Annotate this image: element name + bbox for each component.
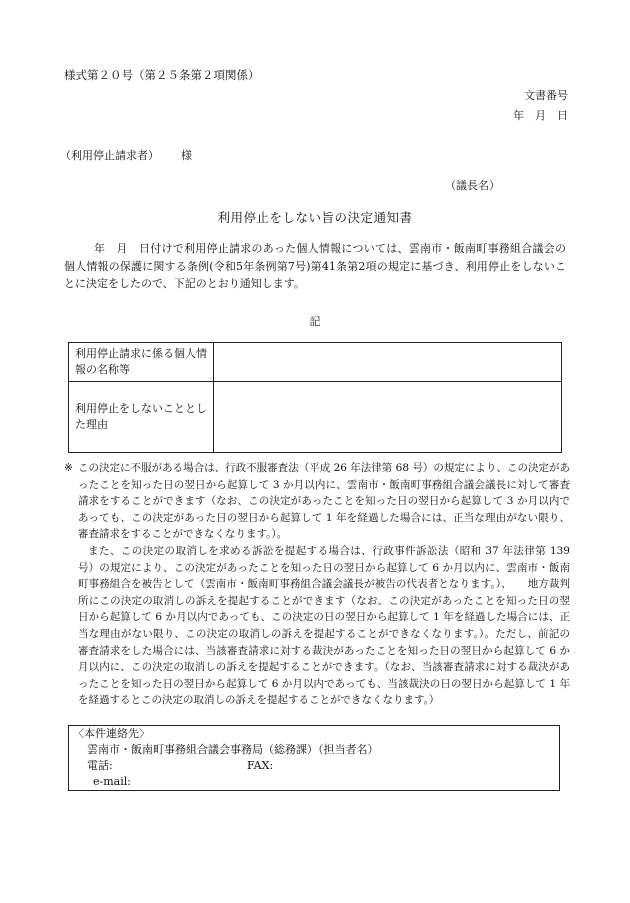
note-lawsuit: また、この決定の取消しを求める訴訟を提起する場合は、行政事件訴訟法（昭和 37 年法律第 139 号）の規定により、この決定があったことを知った日の翌日から起算して 6 か月以内に、雲南市・飯南町事務組合を被告として（雲南市・飯南町事務組合議会議長が被告の代表者となります。）、 地方裁判所にこの決定の取消しの訴えを提起することができます（なお、この決定があったことを知った日の翌日から起算して 6 か月以内であっても、この決定の日の翌日から起算して 1 年を経過した場合には、正当な理由がない限り、この決定の取消しの訴えを提起することができなくなります。）。ただし、前記の審査請求をした場合には、当該審査請求に対する裁決があったことを知った日の翌日から起算して 6 か月以内に、この決定の取消しの訴えを提起することができます。（なお、当該審査請求に対する裁決があったことを知った日の翌日から起算して 6 か月以内であっても、当該裁決の日の翌日から起算して 1 年を経過するとこの決定の取消しの訴えを提起することができなくなります。） xyxy=(78,544,570,707)
contact-email-label: e-mail: xyxy=(93,775,131,788)
recipient-line xyxy=(60,147,192,163)
recipient-name: （利用停止請求者） xyxy=(60,149,159,162)
recipient-honorific: 様 xyxy=(181,149,192,162)
note-mark: ※ xyxy=(64,462,73,474)
info-table xyxy=(68,342,562,453)
notes-section xyxy=(64,460,570,709)
body-paragraph: 年 月 日付けで利用停止請求のあった個人情報については、雲南市・飯南町事務組合議会の個人情報の保護に関する条例(令和5年条例第7号)第41条第2項の規定に基づき、利用停止をしないことに決定をしたので、下記のとおり通知します。 xyxy=(64,242,566,290)
ki-heading: 記 xyxy=(309,315,321,328)
contact-phone-label: 電話: xyxy=(87,759,113,772)
table-value-reason xyxy=(214,382,562,453)
form-number: 様式第２０号（第２５条第２項関係） xyxy=(64,68,260,82)
contact-heading: 〈本件連絡先〉 xyxy=(73,727,150,740)
table-value-info-name xyxy=(214,343,562,382)
note-appeal xyxy=(64,460,570,543)
document-title: 利用停止をしない旨の決定通知書 xyxy=(217,210,413,225)
note-appeal-text: この決定に不服がある場合は、行政不服審査法（平成 26 年法律第 68 号）の規定により、この決定があったことを知った日の翌日から起算して 3 か月以内に、雲南市・飯南町事務組合議会議長に対して審査請求をすることができます（なお、この決定があったことを知った日の翌日から起算して 3 か月以内であっても、この決定があった日の翌日から起算して 1 年を経過した場合には、正当な理由がない限り、審査請求をすることができなくなります。）。 xyxy=(78,462,570,541)
contact-fax-label: FAX: xyxy=(247,759,274,772)
document-number-label: 文書番号 xyxy=(524,89,568,102)
contact-box xyxy=(68,725,560,791)
table-row xyxy=(69,343,562,382)
table-label-reason: 利用停止をしないこととした理由 xyxy=(69,382,214,453)
contact-office: 雲南市・飯南町事務組合議会事務局（総務課）（担当者名） xyxy=(87,743,379,756)
chair-name: （議長名） xyxy=(445,179,500,192)
date-line: 年 月 日 xyxy=(513,109,568,122)
table-label-info-name: 利用停止請求に係る個人情報の名称等 xyxy=(69,343,214,382)
table-row xyxy=(69,382,562,453)
